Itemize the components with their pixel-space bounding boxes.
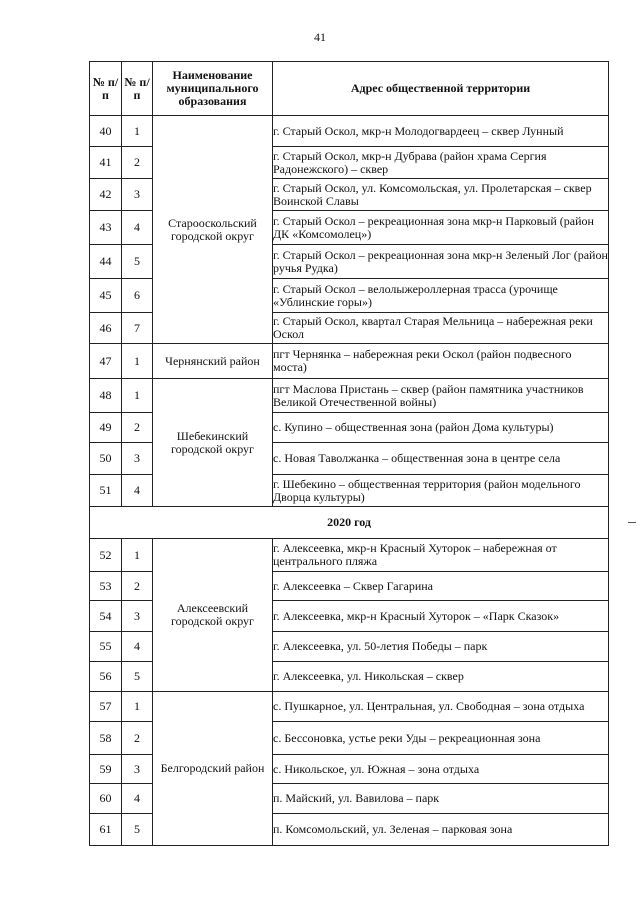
row-subnumber: 4 [122, 784, 153, 814]
row-subnumber: 2 [122, 147, 153, 179]
row-number: 41 [90, 147, 122, 179]
address-cell: п. Комсомольский, ул. Зеленая – парковая зона [273, 814, 609, 846]
address-cell: г. Старый Оскол, мкр-н Молодогвардеец – сквер Лунный [273, 116, 609, 147]
row-number: 44 [90, 245, 122, 279]
row-number: 50 [90, 443, 122, 475]
row-subnumber: 5 [122, 814, 153, 846]
municipality-cell: Старооскольский городской округ [153, 116, 273, 344]
row-number: 48 [90, 379, 122, 413]
municipality-cell: Шебекинский городской округ [153, 379, 273, 507]
row-number: 58 [90, 722, 122, 755]
row-number: 57 [90, 692, 122, 722]
address-cell: г. Старый Оскол – рекреационная зона мкр-н Парковый (район ДК «Комсомолец») [273, 211, 609, 245]
row-subnumber: 5 [122, 662, 153, 692]
row-subnumber: 3 [122, 601, 153, 632]
row-number: 60 [90, 784, 122, 814]
address-cell: с. Пушкарное, ул. Центральная, ул. Свободная – зона отдыха [273, 692, 609, 722]
address-cell: г. Старый Оскол – рекреационная зона мкр-н Зеленый Лог (район ручья Рудка) [273, 245, 609, 279]
address-cell: с. Никольское, ул. Южная – зона отдыха [273, 755, 609, 784]
row-subnumber: 1 [122, 379, 153, 413]
address-cell: с. Купино – общественная зона (район Дома культуры) [273, 413, 609, 443]
year-heading: 2020 год [90, 507, 609, 539]
row-number: 56 [90, 662, 122, 692]
table-row [90, 692, 609, 722]
row-subnumber: 5 [122, 245, 153, 279]
header-municipality: Наименование муниципального образования [153, 62, 273, 116]
row-number: 53 [90, 572, 122, 601]
row-subnumber: 4 [122, 211, 153, 245]
row-subnumber: 1 [122, 344, 153, 379]
row-number: 51 [90, 475, 122, 507]
table-row [90, 116, 609, 147]
address-cell: г. Шебекино – общественная территория (район модельного Дворца культуры) [273, 475, 609, 507]
address-cell: г. Алексеевка – Сквер Гагарина [273, 572, 609, 601]
municipality-cell: Алексеевский городской округ [153, 539, 273, 692]
header-row [90, 62, 609, 116]
municipality-cell: Чернянский район [153, 344, 273, 379]
address-cell: г. Алексеевка, ул. 50-летия Победы – парк [273, 632, 609, 662]
row-subnumber: 3 [122, 179, 153, 211]
row-subnumber: 2 [122, 413, 153, 443]
row-subnumber: 4 [122, 475, 153, 507]
row-subnumber: 1 [122, 539, 153, 572]
table-body [90, 116, 609, 846]
row-number: 46 [90, 313, 122, 344]
address-cell: г. Старый Оскол, квартал Старая Мельница – набережная реки Оскол [273, 313, 609, 344]
table-row [90, 539, 609, 572]
row-subnumber: 2 [122, 722, 153, 755]
address-cell: г. Алексеевка, мкр-н Красный Хуторок – «Парк Сказок» [273, 601, 609, 632]
address-cell: г. Алексеевка, мкр-н Красный Хуторок – набережная от центрального пляжа [273, 539, 609, 572]
territories-table [89, 61, 609, 846]
row-number: 42 [90, 179, 122, 211]
row-subnumber: 4 [122, 632, 153, 662]
header-num2: № п/п [122, 62, 153, 116]
row-number: 40 [90, 116, 122, 147]
row-number: 43 [90, 211, 122, 245]
row-number: 47 [90, 344, 122, 379]
address-cell: г. Старый Оскол, мкр-н Дубрава (район храма Сергия Радонежского) – сквер [273, 147, 609, 179]
row-subnumber: 3 [122, 755, 153, 784]
row-number: 54 [90, 601, 122, 632]
table-row [90, 344, 609, 379]
address-cell: пгт Чернянка – набережная реки Оскол (район подвесного моста) [273, 344, 609, 379]
row-number: 45 [90, 279, 122, 313]
row-number: 61 [90, 814, 122, 846]
header-num1: № п/п [90, 62, 122, 116]
row-number: 55 [90, 632, 122, 662]
row-subnumber: 1 [122, 116, 153, 147]
address-cell: пгт Маслова Пристань – сквер (район памятника участников Великой Отечественной войны) [273, 379, 609, 413]
address-cell: г. Старый Оскол – велолыжероллерная трасса (урочище «Ублинские горы») [273, 279, 609, 313]
row-number: 49 [90, 413, 122, 443]
row-subnumber: 1 [122, 692, 153, 722]
row-number: 52 [90, 539, 122, 572]
row-subnumber: 2 [122, 572, 153, 601]
row-number: 59 [90, 755, 122, 784]
year-row [90, 507, 609, 539]
row-subnumber: 7 [122, 313, 153, 344]
address-cell: с. Бессоновка, устье реки Уды – рекреационная зона [273, 722, 609, 755]
address-cell: с. Новая Таволжанка – общественная зона в центре села [273, 443, 609, 475]
address-cell: г. Старый Оскол, ул. Комсомольская, ул. Пролетарская – сквер Воинской Славы [273, 179, 609, 211]
address-cell: п. Майский, ул. Вавилова – парк [273, 784, 609, 814]
header-address: Адрес общественной территории [273, 62, 609, 116]
page-number: 41 [314, 30, 326, 44]
table-row [90, 379, 609, 413]
row-subnumber: 6 [122, 279, 153, 313]
row-subnumber: 3 [122, 443, 153, 475]
municipality-cell: Белгородский район [153, 692, 273, 846]
address-cell: г. Алексеевка, ул. Никольская – сквер [273, 662, 609, 692]
margin-mark [628, 522, 636, 523]
